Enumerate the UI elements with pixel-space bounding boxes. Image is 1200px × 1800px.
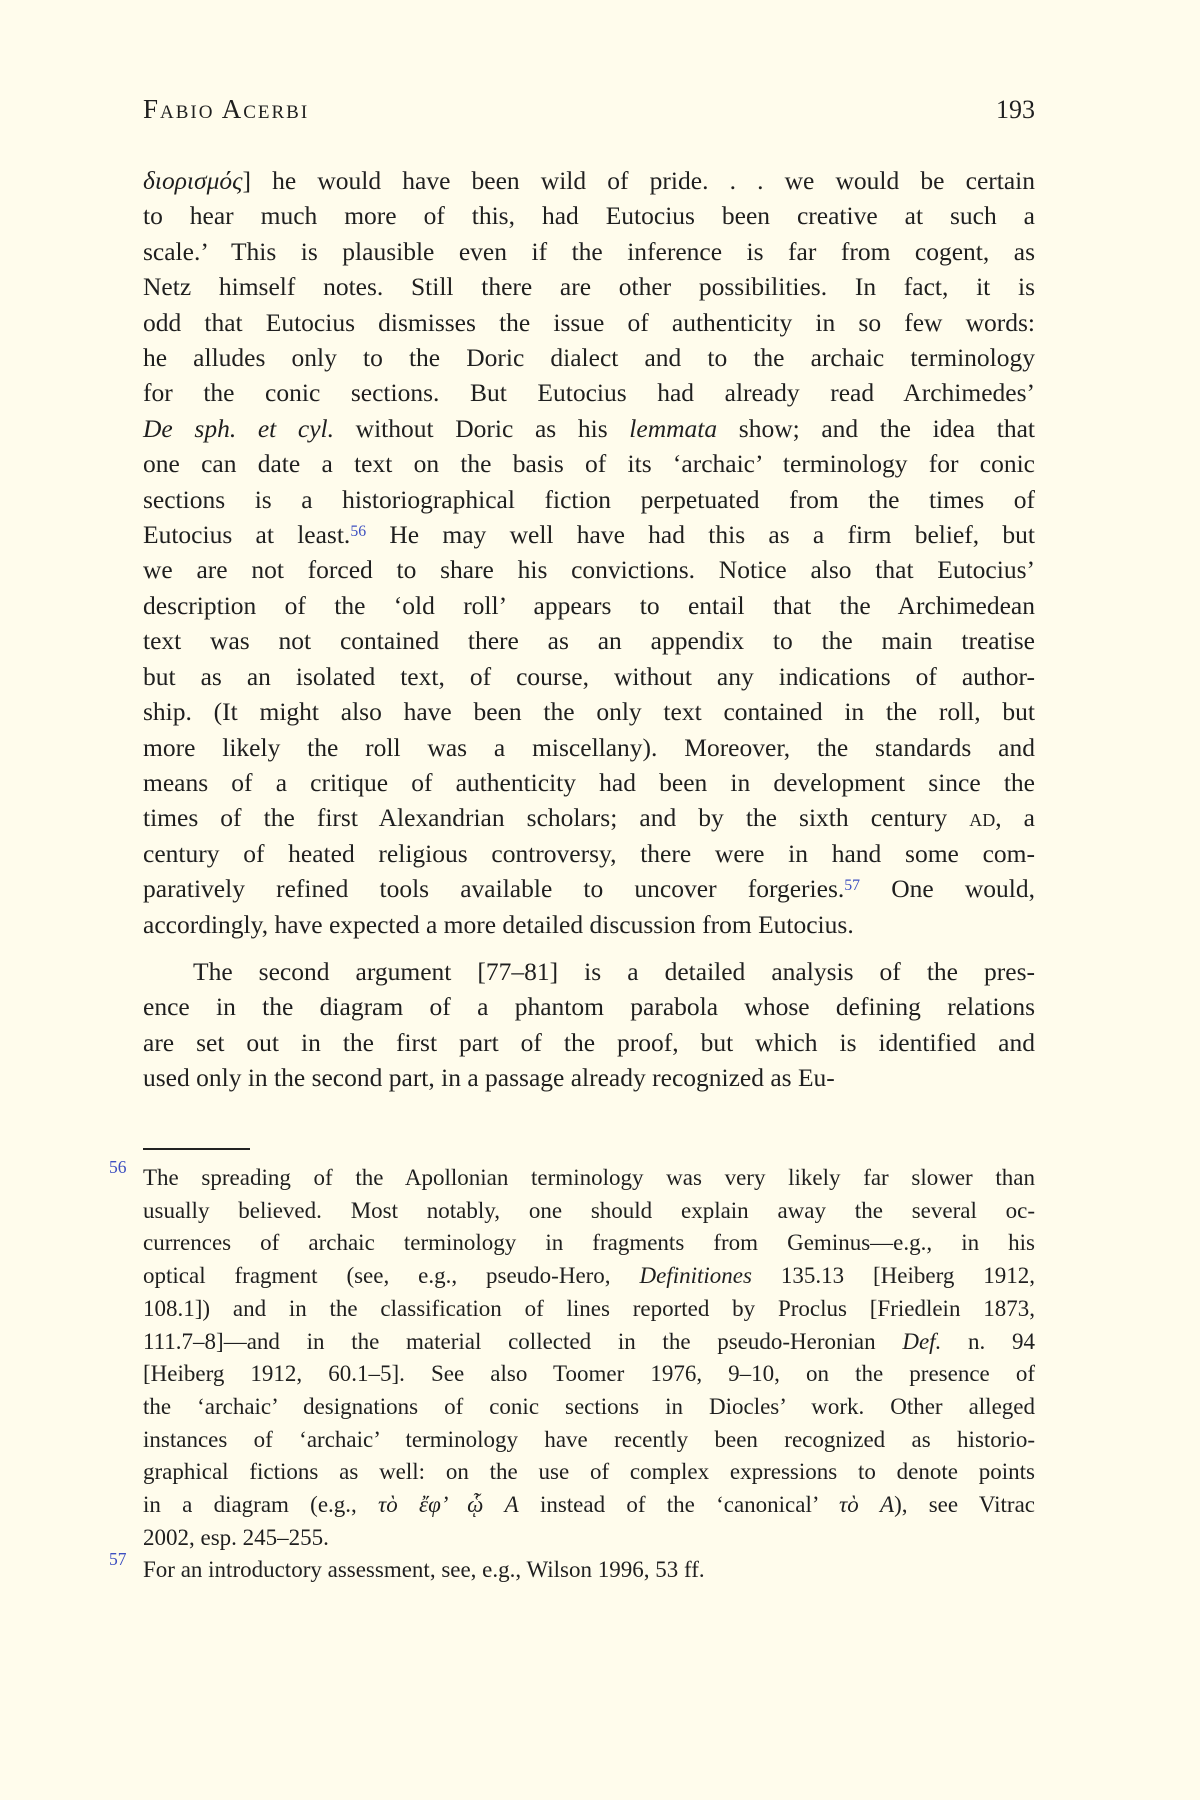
- footnote-text-line: 108.1]) and in the classification of lines reported by Proclus [Friedlein 1873,: [143, 1295, 1035, 1321]
- text-line: more likely the roll was a miscellany). Moreover, the standards and: [143, 732, 1035, 762]
- running-head: [143, 94, 1035, 125]
- footnote-text-line: the ‘archaic’ designations of conic sections in Diocles’ work. Other alleged: [143, 1393, 1035, 1419]
- footnote-ref-link[interactable]: 57: [844, 877, 861, 895]
- text-line: description of the ‘old roll’ appears to entail that the Archimedean: [143, 590, 1035, 620]
- text-line: scale.’ This is plausible even if the inference is far from cogent, as: [143, 236, 1035, 266]
- text-line: but as an isolated text, of course, without any indications of author-: [143, 661, 1035, 691]
- footnote-list: [109, 1157, 1036, 1587]
- footnote-separator-rule: [143, 1148, 250, 1150]
- italic-text: De sph. et cyl.: [143, 413, 335, 443]
- text-line: accordingly, have expected a more detailed discussion from Eutocius.: [143, 909, 854, 939]
- italic-text: τὸ ἔφ’ ᾧ A: [378, 1492, 519, 1518]
- paragraph: [143, 954, 1035, 1096]
- text-line: ship. (It might also have been the only text contained in the roll, but: [143, 697, 1035, 727]
- footnote-number-link[interactable]: 56: [109, 1157, 127, 1177]
- text-line: are set out in the first part of the proof, but which is identified and: [143, 1027, 1035, 1057]
- italic-text: Definitiones: [639, 1263, 752, 1289]
- italic-text: διορισμός: [143, 166, 243, 195]
- footnote-text-line: optical fragment (see, e.g., pseudo-Hero, Definitiones 135.13 [Heiberg 1912,: [143, 1263, 1035, 1289]
- footnote-text-line: graphical fictions as well: on the use of complex expressions to denote points: [143, 1459, 1035, 1485]
- text-line: he alludes only to the Doric dialect and to the archaic terminology: [143, 343, 1035, 373]
- footnote: [109, 1549, 1035, 1587]
- text-line: times of the first Alexandrian scholars; and by the sixth century ad, a: [143, 803, 1035, 833]
- text-line: The second argument [77–81] is a detailed analysis of the pres-: [193, 956, 1035, 986]
- text-line: διορισμός] he would have been wild of pride. . . we would be certain: [143, 166, 1035, 195]
- text-line: we are not forced to share his convictions. Notice also that Eutocius’: [143, 555, 1035, 585]
- footnote-text-line: [Heiberg 1912, 60.1–5]. See also Toomer 1976, 9–10, on the presence of: [143, 1361, 1035, 1387]
- text-line: for the conic sections. But Eutocius had already read Archimedes’: [143, 378, 1035, 408]
- text-line: paratively refined tools available to uncover forgeries.$^{57}$ One would,: [143, 874, 1035, 904]
- text-line: odd that Eutocius dismisses the issue of authenticity in so few words:: [143, 307, 1035, 337]
- page-number: 193: [996, 95, 1035, 124]
- text-line: sections is a historiographical fiction perpetuated from the times of: [143, 484, 1035, 514]
- footnote-text-line: 111.7–8]—and in the material collected in the pseudo-Heronian Def. n. 94: [143, 1328, 1036, 1354]
- footnote-text-line: instances of ‘archaic’ terminology have recently been recognized as historio-: [143, 1426, 1035, 1452]
- text-line: text was not contained there as an appendix to the main treatise: [143, 626, 1035, 656]
- footnote-text-line: usually believed. Most notably, one should explain away the several oc-: [143, 1197, 1035, 1223]
- text-line: used only in the second part, in a passage already recognized as Eu-: [143, 1063, 835, 1093]
- paragraph: [143, 163, 1035, 942]
- italic-text: τὸ A: [839, 1492, 895, 1518]
- text-line: Eutocius at least.$^{56}$ He may well have had this as a firm belief, but: [143, 520, 1035, 550]
- text-line: means of a critique of authenticity had been in development since the: [143, 767, 1035, 797]
- footnote-text-line: For an introductory assessment, see, e.g., Wilson 1996, 53 ff.: [143, 1557, 705, 1583]
- text-line: De sph. et cyl. without Doric as his lemmata show; and the idea that: [143, 413, 1036, 443]
- footnote-text-line: currences of archaic terminology in fragments from Geminus—e.g., in his: [143, 1230, 1035, 1256]
- small-caps-text: ad: [969, 803, 996, 833]
- text-line: century of heated religious controversy, there were in hand some com-: [143, 838, 1035, 868]
- footnote-text-line: in a diagram (e.g., τὸ ἔφ’ ᾧ A instead of the ‘canonical’ τὸ A), see Vitrac: [143, 1492, 1036, 1518]
- text-line: ence in the diagram of a phantom parabola whose defining relations: [143, 992, 1035, 1022]
- italic-text: lemmata: [629, 413, 718, 443]
- text-line: one can date a text on the basis of its ‘archaic’ terminology for conic: [143, 449, 1035, 479]
- text-line: to hear much more of this, had Eutocius been creative at such a: [143, 201, 1035, 231]
- footnote-text-line: 2002, esp. 245–255.: [143, 1524, 329, 1550]
- footnotes-section: [109, 1148, 1036, 1587]
- body-text: [143, 163, 1035, 1096]
- footnote: [109, 1157, 1036, 1554]
- footnote-text-line: The spreading of the Apollonian terminology was very likely far slower than: [143, 1165, 1035, 1190]
- author-name: Fabio Acerbi: [143, 94, 310, 124]
- italic-text: Def.: [902, 1328, 942, 1354]
- footnote-number-link[interactable]: 57: [109, 1549, 127, 1570]
- footnote-ref-link[interactable]: 56: [350, 522, 367, 540]
- text-line: Netz himself notes. Still there are other possibilities. In fact, it is: [143, 272, 1035, 302]
